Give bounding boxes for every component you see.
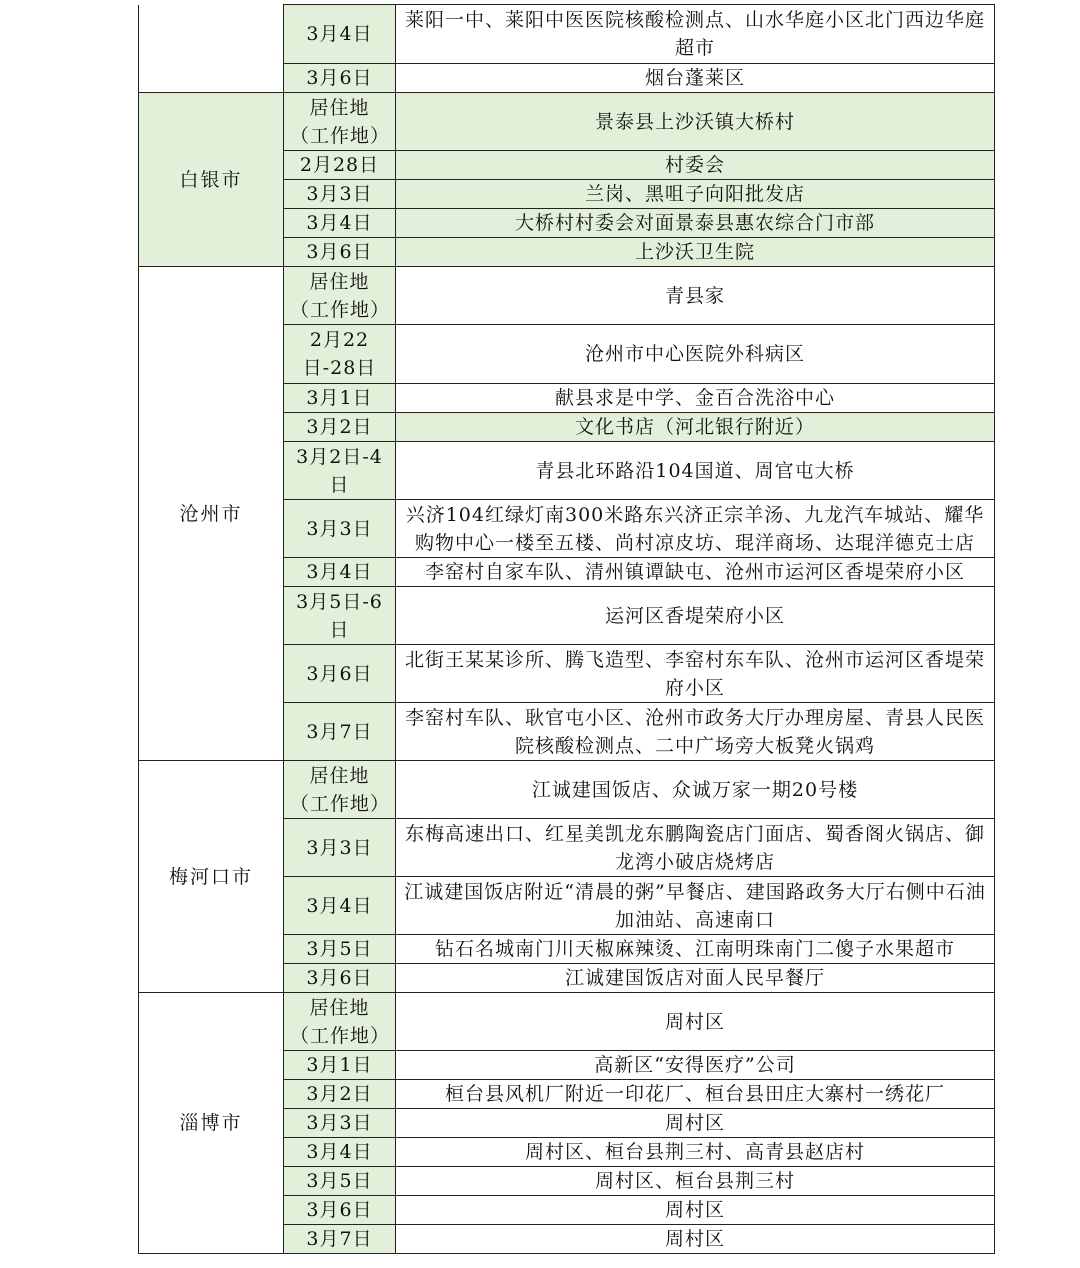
date-cell: 3月4日 bbox=[284, 209, 396, 238]
table-row bbox=[139, 5, 995, 64]
date-cell: 3月6日 bbox=[284, 964, 396, 993]
date-cell: 3月1日 bbox=[284, 384, 396, 413]
table-row bbox=[139, 267, 995, 325]
place-cell: 烟台蓬莱区 bbox=[396, 64, 995, 93]
date-cell: 3月4日 bbox=[284, 1138, 396, 1167]
place-cell: 江诚建国饭店对面人民早餐厅 bbox=[396, 964, 995, 993]
city-cell: 白银市 bbox=[139, 93, 284, 267]
date-cell: 3月5日 bbox=[284, 935, 396, 964]
city-cell: 沧州市 bbox=[139, 267, 284, 761]
place-cell: 大桥村村委会对面景泰县惠农综合门市部 bbox=[396, 209, 995, 238]
place-cell: 周村区、桓台县荆三村 bbox=[396, 1167, 995, 1196]
date-cell: 3月1日 bbox=[284, 1051, 396, 1080]
date-cell: 2月28日 bbox=[284, 151, 396, 180]
date-cell: 3月3日 bbox=[284, 500, 396, 558]
date-cell: 居住地（工作地） bbox=[284, 761, 396, 819]
place-cell: 献县求是中学、金百合洗浴中心 bbox=[396, 384, 995, 413]
date-cell: 3月6日 bbox=[284, 64, 396, 93]
place-cell: 沧州市中心医院外科病区 bbox=[396, 325, 995, 384]
place-cell: 周村区、桓台县荆三村、高青县赵店村 bbox=[396, 1138, 995, 1167]
locations-table-body bbox=[139, 5, 995, 1254]
date-cell: 居住地（工作地） bbox=[284, 993, 396, 1051]
date-cell: 3月6日 bbox=[284, 1196, 396, 1225]
place-cell: 桓台县风机厂附近一印花厂、桓台县田庄大寨村一绣花厂 bbox=[396, 1080, 995, 1109]
table-row bbox=[139, 993, 995, 1051]
place-cell: 江诚建国饭店附近“清晨的粥”早餐店、建国路政务大厅右侧中石油加油站、高速南口 bbox=[396, 877, 995, 935]
date-cell: 3月3日 bbox=[284, 180, 396, 209]
place-cell: 江诚建国饭店、众诚万家一期20号楼 bbox=[396, 761, 995, 819]
date-cell: 3月4日 bbox=[284, 558, 396, 587]
place-cell: 李窑村自家车队、清州镇谭缺屯、沧州市运河区香堤荣府小区 bbox=[396, 558, 995, 587]
place-cell: 运河区香堤荣府小区 bbox=[396, 587, 995, 645]
place-cell: 高新区“安得医疗”公司 bbox=[396, 1051, 995, 1080]
place-cell: 李窑村车队、耿官屯小区、沧州市政务大厅办理房屋、青县人民医院核酸检测点、二中广场旁大板凳火锅鸡 bbox=[396, 703, 995, 761]
place-cell: 周村区 bbox=[396, 1225, 995, 1254]
date-cell: 3月5日 bbox=[284, 1167, 396, 1196]
date-cell: 3月4日 bbox=[284, 5, 396, 64]
date-cell: 3月4日 bbox=[284, 877, 396, 935]
place-cell: 兴济104红绿灯南300米路东兴济正宗羊汤、九龙汽车城站、耀华购物中心一楼至五楼、尚村凉皮坊、琨洋商场、达琨洋德克士店 bbox=[396, 500, 995, 558]
date-cell: 2月22日-28日 bbox=[284, 325, 396, 384]
date-cell: 3月7日 bbox=[284, 703, 396, 761]
table-row bbox=[139, 761, 995, 819]
date-cell: 3月2日-4日 bbox=[284, 442, 396, 500]
place-cell: 景泰县上沙沃镇大桥村 bbox=[396, 93, 995, 151]
place-cell: 村委会 bbox=[396, 151, 995, 180]
place-cell: 东梅高速出口、红星美凯龙东鹏陶瓷店门面店、蜀香阁火锅店、御龙湾小破店烧烤店 bbox=[396, 819, 995, 877]
table-row bbox=[139, 93, 995, 151]
city-cell: 梅河口市 bbox=[139, 761, 284, 993]
date-cell: 3月5日-6日 bbox=[284, 587, 396, 645]
place-cell: 周村区 bbox=[396, 1196, 995, 1225]
place-cell: 周村区 bbox=[396, 1109, 995, 1138]
date-cell: 3月6日 bbox=[284, 238, 396, 267]
date-cell: 3月3日 bbox=[284, 1109, 396, 1138]
place-cell: 兰岗、黑咀子向阳批发店 bbox=[396, 180, 995, 209]
date-cell: 居住地（工作地） bbox=[284, 267, 396, 325]
date-cell: 3月2日 bbox=[284, 1080, 396, 1109]
date-cell: 3月2日 bbox=[284, 413, 396, 442]
date-cell: 3月6日 bbox=[284, 645, 396, 703]
place-cell: 钻石名城南门川天椒麻辣烫、江南明珠南门二傻子水果超市 bbox=[396, 935, 995, 964]
locations-table bbox=[138, 4, 995, 1254]
city-cell: 淄博市 bbox=[139, 993, 284, 1254]
place-cell: 莱阳一中、莱阳中医医院核酸检测点、山水华庭小区北门西边华庭超市 bbox=[396, 5, 995, 64]
date-cell: 3月7日 bbox=[284, 1225, 396, 1254]
place-cell: 青县北环路沿104国道、周官屯大桥 bbox=[396, 442, 995, 500]
place-cell: 北街王某某诊所、腾飞造型、李窑村东车队、沧州市运河区香堤荣府小区 bbox=[396, 645, 995, 703]
place-cell: 青县家 bbox=[396, 267, 995, 325]
date-cell: 居住地（工作地） bbox=[284, 93, 396, 151]
date-cell: 3月3日 bbox=[284, 819, 396, 877]
place-cell: 周村区 bbox=[396, 993, 995, 1051]
place-cell: 文化书店（河北银行附近） bbox=[396, 413, 995, 442]
place-cell: 上沙沃卫生院 bbox=[396, 238, 995, 267]
city-cell bbox=[139, 5, 284, 93]
